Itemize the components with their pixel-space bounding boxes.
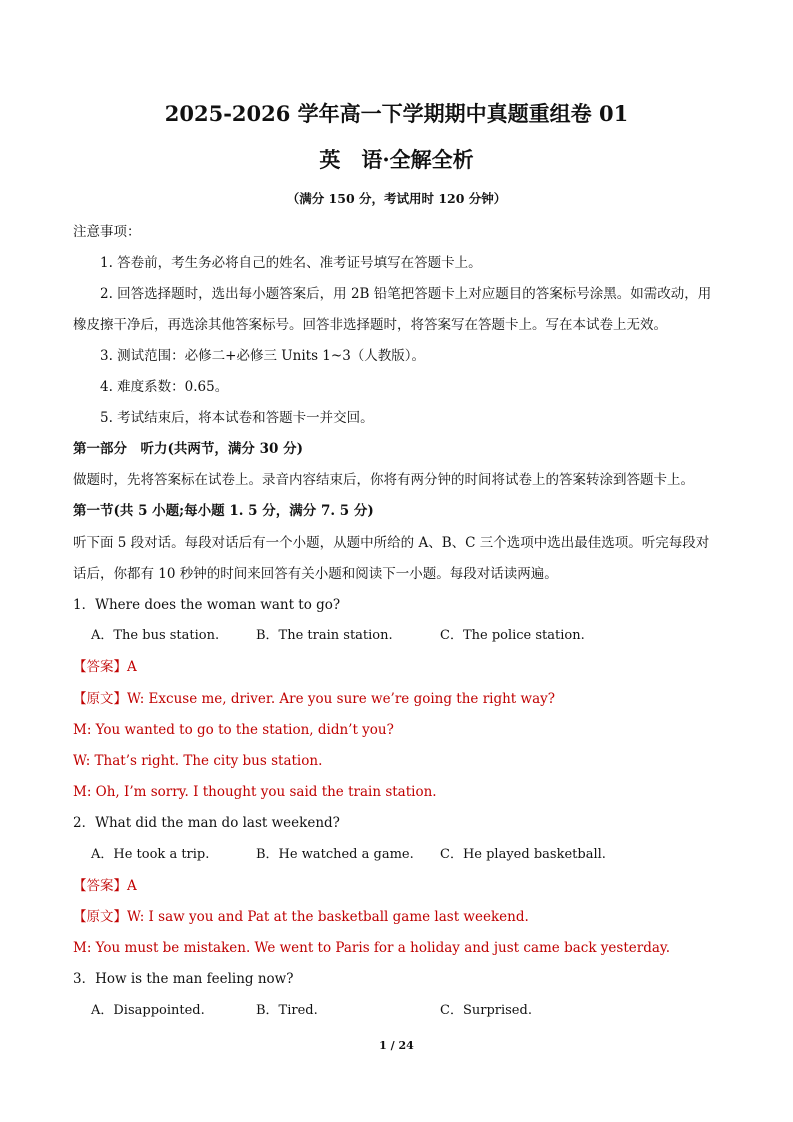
transcript-line: 【原文】W: I saw you and Pat at the basketball game last weekend. [73,909,529,925]
transcript-line: M: You must be mistaken. We went to Paris for a holiday and just came back yesterday. [73,940,671,956]
part-heading: 第一部分 听力(共两节，满分 30 分) [73,441,303,457]
question-stem: 3．How is the man feeling now? [73,971,294,987]
exam-meta: （满分 150 分，考试用时 120 分钟） [286,191,507,206]
exam-title: 2025-2026 学年高一下学期期中真题重组卷 01 [164,101,629,126]
transcript-line: 【原文】W: Excuse me, driver. Are you sure we’re going the right way? [73,691,555,707]
option-c: C．The police station. [440,628,585,643]
exam-subtitle: 英 语·全解全析 [319,147,474,172]
option-a: A．He took a trip. [91,847,210,862]
notice-item-continuation: 橡皮擦干净后，再选涂其他答案标号。回答非选择题时，将答案写在答题卡上。写在本试卷上无效。 [73,317,667,333]
notice-heading: 注意事项： [73,224,141,240]
transcript-line: W: That’s right. The city bus station. [73,753,323,769]
section-instruction: 听下面 5 段对话。每段对话后有一个小题，从题中所给的 A、B、C 三个选项中选出最佳选项。听完每段对 [73,535,710,551]
notice-item: 2. 回答选择题时，选出每小题答案后，用 2B 铅笔把答题卡上对应题目的答案标号涂黑。如需改动，用 [100,286,712,302]
option-b: B．The train station. [256,628,393,643]
notice-item: 3. 测试范围：必修二+必修三 Units 1~3（人教版）。 [100,348,426,364]
option-c: C．He played basketball. [440,847,606,862]
option-b: B．Tired. [256,1003,318,1018]
option-a: A．The bus station. [91,628,220,643]
option-c: C．Surprised. [440,1003,532,1018]
part-instruction: 做题时，先将答案标在试卷上。录音内容结束后，你将有两分钟的时间将试卷上的答案转涂到答题卡上。 [73,472,694,488]
question-stem: 1．Where does the woman want to go? [73,597,341,613]
section-heading: 第一节(共 5 小题;每小题 1. 5 分，满分 7. 5 分) [73,503,374,519]
transcript-line: M: You wanted to go to the station, didn’t you? [73,722,394,738]
option-b: B．He watched a game. [256,847,414,862]
notice-item: 1. 答卷前，考生务必将自己的姓名、准考证号填写在答题卡上。 [100,255,482,271]
answer-label: 【答案】A [73,659,137,675]
section-instruction: 话后，你都有 10 秒钟的时间来回答有关小题和阅读下一小题。每段对话读两遍。 [73,566,558,582]
answer-label: 【答案】A [73,878,137,894]
notice-item: 4. 难度系数：0.65。 [100,379,229,395]
page-number: 1 / 24 [379,1039,414,1052]
notice-item: 5. 考试结束后，将本试卷和答题卡一并交回。 [100,410,374,426]
question-stem: 2．What did the man do last weekend? [73,815,340,831]
option-a: A．Disappointed. [91,1003,205,1018]
transcript-line: M: Oh, I’m sorry. I thought you said the train station. [73,784,437,800]
